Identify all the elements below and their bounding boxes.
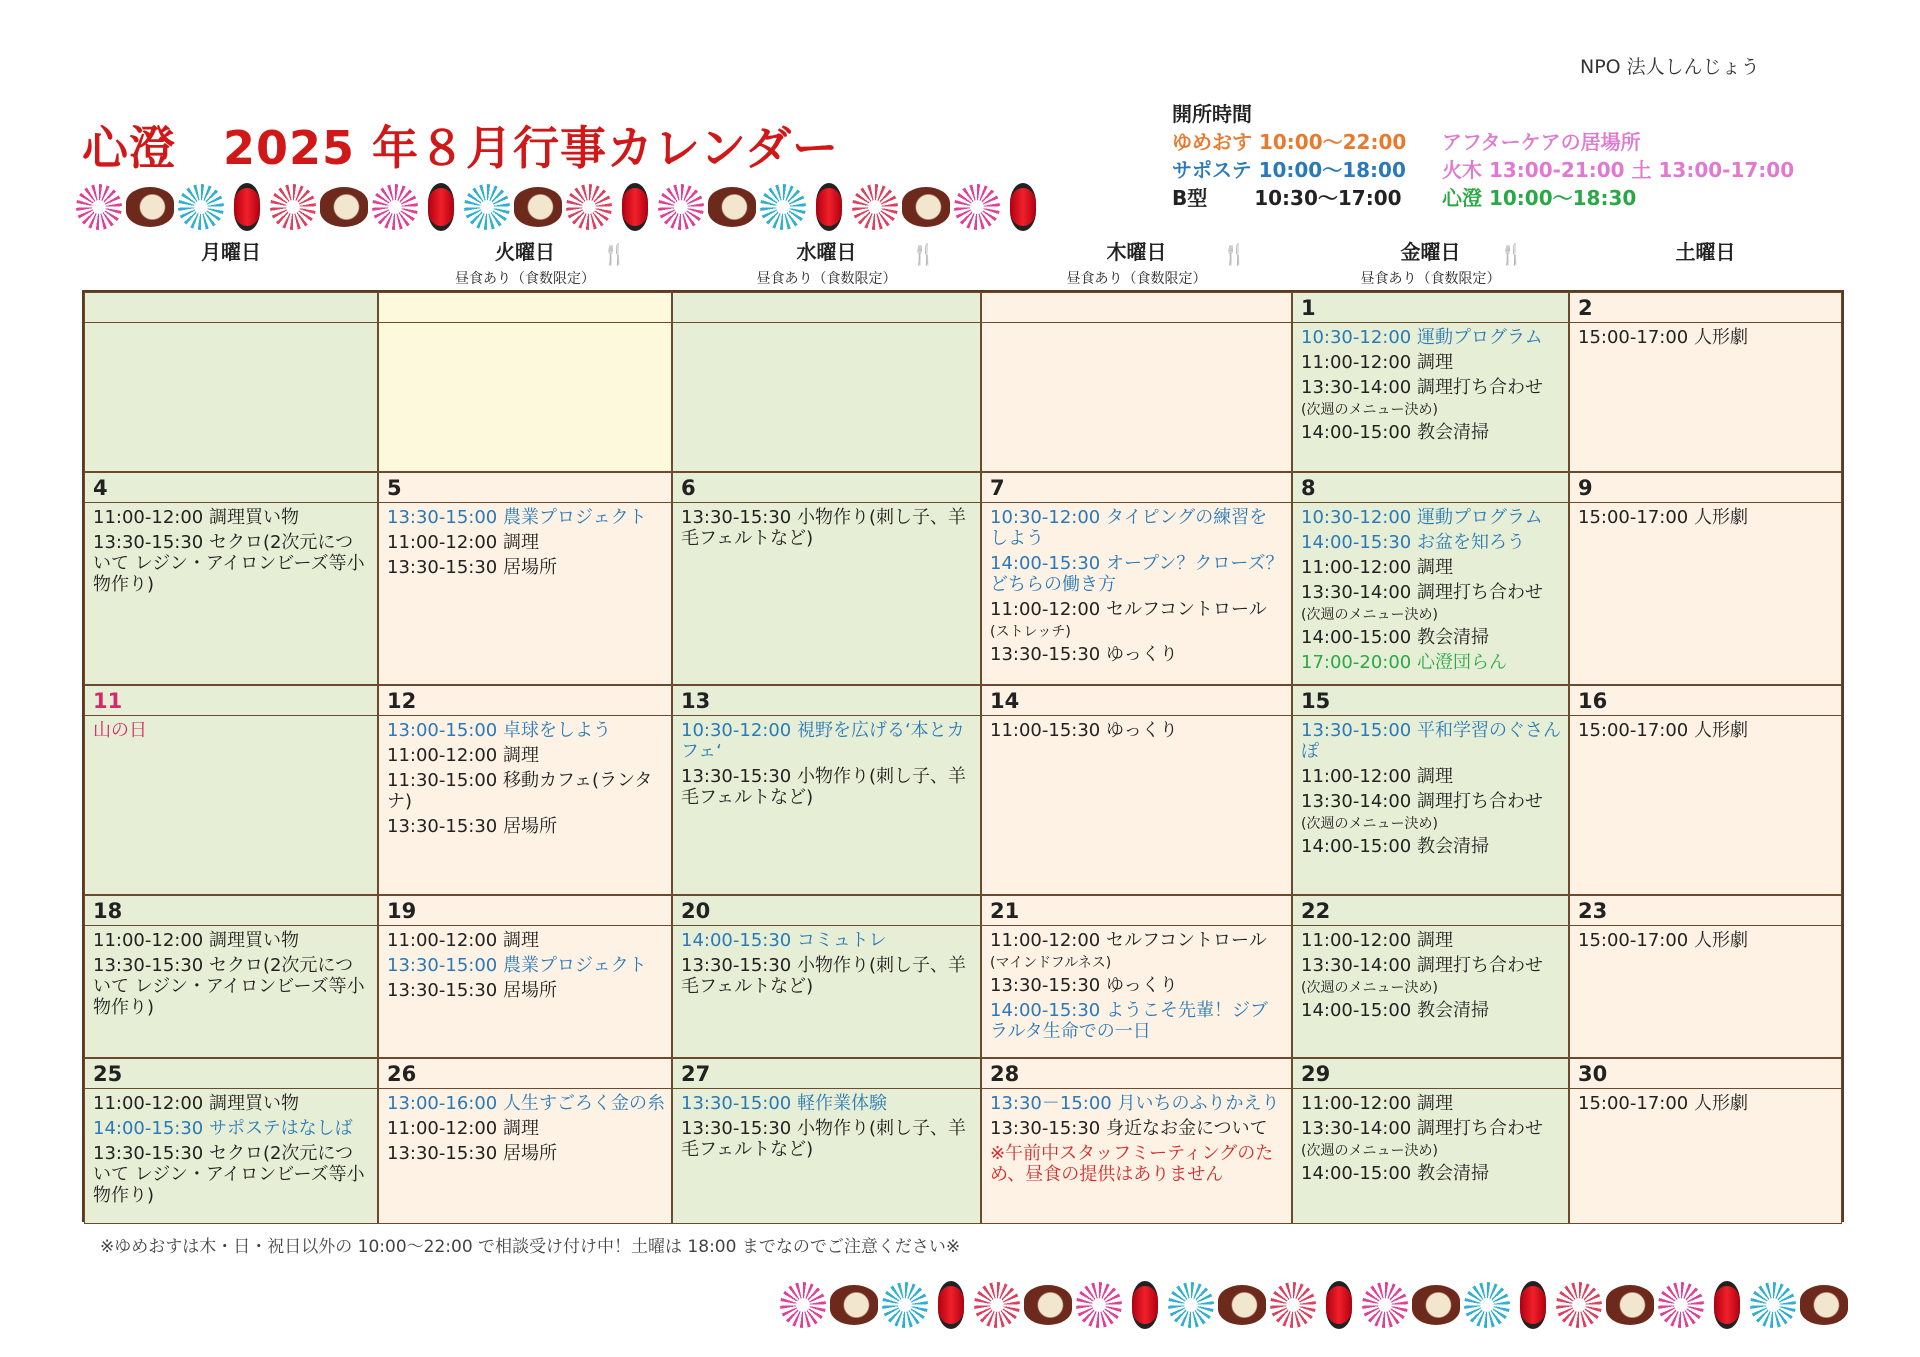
- event-item: 13:30-14:00 調理打ち合わせ: [1301, 1118, 1543, 1139]
- day-number: 2: [1570, 293, 1841, 323]
- day-number: 28: [982, 1059, 1291, 1089]
- lantern-icon: [1520, 1281, 1546, 1329]
- day-number: 12: [379, 686, 671, 716]
- day-number: 5: [379, 473, 671, 503]
- hours-yumeosu: ゆめおす 10:00～22:00: [1172, 130, 1407, 154]
- firework-icon: [1464, 1282, 1510, 1328]
- firework-icon: [1270, 1282, 1316, 1328]
- event-item: 15:00-17:00 人形劇: [1578, 720, 1748, 741]
- event-item: 13:30-15:30 小物作り(刺し子、羊毛フェルトなど): [681, 1118, 966, 1160]
- lunch-note: 昼食あり（食数限定）: [1360, 271, 1501, 287]
- hours-shinsumi: 心澄 10:00～18:30: [1442, 186, 1637, 210]
- fork-knife-icon: 🍴: [602, 242, 627, 266]
- event-item: 14:00-15:00 教会清掃: [1301, 1000, 1489, 1021]
- hours-title: 開所時間: [1172, 102, 1252, 126]
- day-number: 11: [85, 686, 377, 716]
- festival-decoration-bottom: [780, 1276, 1848, 1334]
- day-number: 19: [379, 896, 671, 926]
- day-events: [85, 716, 377, 741]
- hours-saposute: サポステ 10:00～18:00: [1172, 158, 1406, 182]
- day-events: [85, 1089, 377, 1206]
- day-events: [982, 503, 1291, 665]
- event-item: 11:00-12:00 セルフコントロール: [990, 599, 1267, 620]
- day-number: 21: [982, 896, 1291, 926]
- day-number: 6: [673, 473, 980, 503]
- calendar-day-cell: [378, 685, 672, 895]
- festival-decoration-top: [76, 178, 1042, 236]
- event-item: 11:00-12:00 調理: [1301, 930, 1453, 951]
- event-item: 13:30-15:00 軽作業体験: [681, 1093, 887, 1114]
- calendar-day-cell: [981, 292, 1292, 472]
- event-item: 14:00-15:30 お盆を知ろう: [1301, 532, 1525, 553]
- day-events: [1570, 926, 1841, 951]
- weekday-name: 水曜日: [796, 240, 857, 264]
- organization-name: NPO 法人しんじょう: [1580, 56, 1760, 78]
- event-item: 13:30-14:00 調理打ち合わせ: [1301, 791, 1543, 812]
- day-events: [1570, 716, 1841, 741]
- event-item: 13:30-15:30 身近なお金について: [990, 1118, 1268, 1139]
- event-item: 13:30-15:30 小物作り(刺し子、羊毛フェルトなど): [681, 955, 966, 997]
- event-item: 11:00-12:00 調理: [1301, 352, 1453, 373]
- day-events: [379, 926, 671, 1001]
- day-events: [982, 926, 1291, 1042]
- event-item: 13:30-15:30 ゆっくり: [990, 644, 1178, 665]
- calendar-day-cell: [981, 685, 1292, 895]
- event-item: 11:30-15:00 移動カフェ(ランタナ): [387, 770, 653, 812]
- taiko-drum-icon: [1218, 1285, 1266, 1325]
- firework-icon: [270, 184, 316, 230]
- weekday-name: 土曜日: [1675, 240, 1736, 264]
- taiko-drum-icon: [1412, 1285, 1460, 1325]
- event-item: 13:00-16:00 人生すごろく金の糸: [387, 1093, 665, 1114]
- firework-icon: [1168, 1282, 1214, 1328]
- event-item: 13:30-14:00 調理打ち合わせ: [1301, 955, 1543, 976]
- event-item: 11:00-12:00 調理: [387, 745, 539, 766]
- event-item: (ストレッチ): [990, 624, 1071, 640]
- day-events: [982, 323, 1291, 327]
- day-events: [982, 716, 1291, 741]
- event-item: 13:30-14:00 調理打ち合わせ: [1301, 582, 1543, 603]
- day-events: [379, 503, 671, 578]
- lantern-icon: [938, 1281, 964, 1329]
- event-item: 13:30-15:00 農業プロジェクト: [387, 507, 647, 528]
- fork-knife-icon: 🍴: [911, 242, 936, 266]
- weekday-header: [84, 236, 378, 265]
- day-number: 8: [1293, 473, 1568, 503]
- day-events: [379, 323, 671, 327]
- day-events: [1293, 926, 1568, 1021]
- calendar-day-cell: [84, 472, 378, 685]
- lantern-icon: [428, 183, 454, 231]
- event-item: 11:00-12:00 調理: [1301, 1093, 1453, 1114]
- event-item: 山の日: [93, 720, 147, 741]
- lantern-icon: [234, 183, 260, 231]
- hours-aftercare-times: 火木 13:00-21:00 土 13:00-17:00: [1442, 158, 1795, 182]
- day-events: [982, 1089, 1291, 1185]
- event-item: 11:00-12:00 調理: [387, 930, 539, 951]
- firework-icon: [372, 184, 418, 230]
- event-item: 14:00-15:30 サポステはなしば: [93, 1118, 353, 1139]
- day-events: [379, 716, 671, 837]
- calendar-day-cell: [1292, 1058, 1569, 1224]
- calendar-day-cell: [1569, 895, 1842, 1058]
- day-number: [85, 293, 377, 323]
- calendar-day-cell: [84, 685, 378, 895]
- firework-icon: [566, 184, 612, 230]
- hours-b-type: B型 10:30～17:00: [1172, 186, 1402, 210]
- calendar-day-cell: [1569, 1058, 1842, 1224]
- firework-icon: [1362, 1282, 1408, 1328]
- event-item: 13:30-15:30 セクロ(2次元について レジン・アイロンビーズ等小物作り): [93, 955, 365, 1018]
- calendar-day-cell: [1292, 685, 1569, 895]
- weekday-name: 火曜日: [495, 240, 555, 264]
- event-item: 14:00-15:30 コミュトレ: [681, 930, 887, 951]
- opening-hours: [1172, 100, 1872, 212]
- firework-icon: [974, 1282, 1020, 1328]
- day-number: 20: [673, 896, 980, 926]
- firework-icon: [882, 1282, 928, 1328]
- lantern-icon: [1714, 1281, 1740, 1329]
- event-item: 10:30-12:00 視野を広げる‘本とカフェ‘: [681, 720, 965, 762]
- lunch-note: 昼食あり（食数限定）: [756, 271, 897, 287]
- day-number: 15: [1293, 686, 1568, 716]
- calendar-day-cell: [672, 292, 981, 472]
- calendar-day-cell: [672, 685, 981, 895]
- day-number: 25: [85, 1059, 377, 1089]
- event-item: (次週のメニュー決め): [1301, 607, 1438, 623]
- day-events: [1293, 503, 1568, 673]
- calendar-day-cell: [84, 1058, 378, 1224]
- event-item: 14:00-15:00 教会清掃: [1301, 1163, 1489, 1184]
- firework-icon: [780, 1282, 826, 1328]
- fork-knife-icon: 🍴: [1222, 242, 1247, 266]
- calendar-day-cell: [981, 895, 1292, 1058]
- event-item: 11:00-12:00 調理買い物: [93, 1093, 299, 1114]
- lantern-icon: [1132, 1281, 1158, 1329]
- day-events: [1293, 323, 1568, 443]
- taiko-drum-icon: [708, 187, 756, 227]
- day-events: [1293, 716, 1568, 857]
- day-events: [85, 323, 377, 327]
- event-item: 17:00-20:00 心澄団らん: [1301, 652, 1507, 673]
- event-item: 15:00-17:00 人形劇: [1578, 327, 1748, 348]
- firework-icon: [1076, 1282, 1122, 1328]
- firework-icon: [1750, 1282, 1796, 1328]
- day-number: 22: [1293, 896, 1568, 926]
- taiko-drum-icon: [126, 187, 174, 227]
- firework-icon: [954, 184, 1000, 230]
- event-item: 13:30-15:30 居場所: [387, 816, 557, 837]
- weekday-header-row: [84, 236, 1844, 286]
- event-item: 13:30-15:30 セクロ(2次元について レジン・アイロンビーズ等小物作り): [93, 532, 365, 595]
- day-number: 13: [673, 686, 980, 716]
- day-number: 30: [1570, 1059, 1841, 1089]
- event-item: 11:00-12:00 セルフコントロール: [990, 930, 1267, 951]
- weekday-name: 金曜日: [1400, 240, 1461, 264]
- taiko-drum-icon: [1606, 1285, 1654, 1325]
- event-item: 13:30-15:30 小物作り(刺し子、羊毛フェルトなど): [681, 507, 966, 549]
- day-events: [85, 503, 377, 595]
- weekday-header: [672, 236, 981, 288]
- firework-icon: [464, 184, 510, 230]
- event-item: 14:00-15:30 ようこそ先輩！ジブラルタ生命での一日: [990, 1000, 1268, 1042]
- day-events: [673, 926, 980, 997]
- event-item: 10:30-12:00 タイピングの練習をしよう: [990, 507, 1268, 549]
- event-item: 14:00-15:00 教会清掃: [1301, 836, 1489, 857]
- day-number: 29: [1293, 1059, 1568, 1089]
- calendar-day-cell: [378, 895, 672, 1058]
- calendar-day-cell: [672, 472, 981, 685]
- calendar-day-cell: [1292, 472, 1569, 685]
- weekday-header: [981, 236, 1292, 288]
- day-number: 18: [85, 896, 377, 926]
- day-number: 27: [673, 1059, 980, 1089]
- event-item: ※午前中スタッフミーティングのため、昼食の提供はありません: [990, 1143, 1274, 1185]
- event-item: 11:00-12:00 調理買い物: [93, 507, 299, 528]
- event-item: 13:30-15:30 小物作り(刺し子、羊毛フェルトなど): [681, 766, 966, 808]
- event-item: 13:00-15:00 卓球をしよう: [387, 720, 611, 741]
- event-item: 14:00-15:00 教会清掃: [1301, 422, 1489, 443]
- lantern-icon: [622, 183, 648, 231]
- event-item: 13:30-15:30 居場所: [387, 557, 557, 578]
- day-number: 16: [1570, 686, 1841, 716]
- taiko-drum-icon: [1800, 1285, 1848, 1325]
- page-title: 心澄 2025 年８月行事カレンダー: [82, 121, 840, 175]
- event-item: 15:00-17:00 人形劇: [1578, 930, 1748, 951]
- calendar-day-cell: [981, 472, 1292, 685]
- event-item: 13:30-15:30 セクロ(2次元について レジン・アイロンビーズ等小物作り): [93, 1143, 365, 1206]
- calendar-day-cell: [1292, 292, 1569, 472]
- taiko-drum-icon: [1024, 1285, 1072, 1325]
- day-events: [85, 926, 377, 1018]
- weekday-header: [378, 236, 672, 288]
- event-item: 11:00-12:00 調理: [387, 532, 539, 553]
- event-item: 14:00-15:30 オープン？クローズ？どちらの働き方: [990, 553, 1284, 595]
- lantern-icon: [1010, 183, 1036, 231]
- day-number: 9: [1570, 473, 1841, 503]
- day-events: [673, 323, 980, 327]
- day-number: [379, 293, 671, 323]
- day-number: 23: [1570, 896, 1841, 926]
- hours-aftercare-title: アフターケアの居場所: [1442, 130, 1641, 154]
- event-item: 15:00-17:00 人形劇: [1578, 507, 1748, 528]
- calendar-day-cell: [981, 1058, 1292, 1224]
- weekday-name: 月曜日: [201, 240, 261, 264]
- lunch-note: 昼食あり（食数限定）: [455, 271, 595, 287]
- event-item: 13:30-15:30 居場所: [387, 1143, 557, 1164]
- event-item: 13:30-14:00 調理打ち合わせ: [1301, 377, 1543, 398]
- event-item: 15:00-17:00 人形劇: [1578, 1093, 1748, 1114]
- day-number: [673, 293, 980, 323]
- day-number: 1: [1293, 293, 1568, 323]
- day-events: [1570, 1089, 1841, 1114]
- taiko-drum-icon: [320, 187, 368, 227]
- event-item: 13:30-15:30 居場所: [387, 980, 557, 1001]
- event-item: 11:00-12:00 調理: [1301, 766, 1453, 787]
- day-number: 7: [982, 473, 1291, 503]
- calendar-day-cell: [1569, 472, 1842, 685]
- day-events: [1570, 323, 1841, 348]
- day-events: [379, 1089, 671, 1164]
- calendar-day-cell: [672, 1058, 981, 1224]
- calendar-day-cell: [1569, 685, 1842, 895]
- calendar-day-cell: [1292, 895, 1569, 1058]
- calendar-day-cell: [378, 472, 672, 685]
- event-item: 14:00-15:00 教会清掃: [1301, 627, 1489, 648]
- event-item: 10:30-12:00 運動プログラム: [1301, 507, 1543, 528]
- firework-icon: [760, 184, 806, 230]
- event-item: 13:30-15:00 農業プロジェクト: [387, 955, 647, 976]
- firework-icon: [1556, 1282, 1602, 1328]
- event-item: (マインドフルネス): [990, 955, 1112, 971]
- calendar-grid: [82, 290, 1844, 1222]
- calendar-day-cell: [1569, 292, 1842, 472]
- firework-icon: [178, 184, 224, 230]
- firework-icon: [852, 184, 898, 230]
- event-item: 11:00-15:30 ゆっくり: [990, 720, 1178, 741]
- day-events: [1293, 1089, 1568, 1184]
- event-item: (次週のメニュー決め): [1301, 1143, 1438, 1159]
- calendar-day-cell: [378, 292, 672, 472]
- event-item: 13:30-15:00 平和学習のぐさんぽ: [1301, 720, 1561, 762]
- day-events: [673, 1089, 980, 1160]
- lunch-note: 昼食あり（食数限定）: [1066, 271, 1207, 287]
- footer-note: ※ゆめおすは木・日・祝日以外の 10:00～22:00 で相談受け付け中！土曜は 18:00 までなのでご注意ください※: [100, 1237, 961, 1257]
- event-item: 13:30－15:00 月いちのふりかえり: [990, 1093, 1280, 1114]
- event-item: 10:30-12:00 運動プログラム: [1301, 327, 1543, 348]
- day-number: 4: [85, 473, 377, 503]
- lantern-icon: [816, 183, 842, 231]
- day-number: 14: [982, 686, 1291, 716]
- weekday-name: 木曜日: [1106, 240, 1167, 264]
- calendar-day-cell: [84, 895, 378, 1058]
- day-number: [982, 293, 1291, 323]
- calendar-day-cell: [672, 895, 981, 1058]
- event-item: 11:00-12:00 調理買い物: [93, 930, 299, 951]
- weekday-header: [1569, 236, 1842, 265]
- day-events: [673, 503, 980, 549]
- day-events: [1570, 503, 1841, 528]
- event-item: (次週のメニュー決め): [1301, 816, 1438, 832]
- event-item: 13:30-15:30 ゆっくり: [990, 975, 1178, 996]
- event-item: 11:00-12:00 調理: [387, 1118, 539, 1139]
- day-events: [673, 716, 980, 808]
- fork-knife-icon: 🍴: [1499, 242, 1524, 266]
- event-item: 11:00-12:00 調理: [1301, 557, 1453, 578]
- taiko-drum-icon: [830, 1285, 878, 1325]
- firework-icon: [1658, 1282, 1704, 1328]
- taiko-drum-icon: [514, 187, 562, 227]
- calendar-day-cell: [378, 1058, 672, 1224]
- day-number: 26: [379, 1059, 671, 1089]
- firework-icon: [76, 184, 122, 230]
- calendar-day-cell: [84, 292, 378, 472]
- event-item: (次週のメニュー決め): [1301, 402, 1438, 418]
- lantern-icon: [1326, 1281, 1352, 1329]
- event-item: (次週のメニュー決め): [1301, 980, 1438, 996]
- taiko-drum-icon: [902, 187, 950, 227]
- firework-icon: [658, 184, 704, 230]
- weekday-header: [1292, 236, 1569, 288]
